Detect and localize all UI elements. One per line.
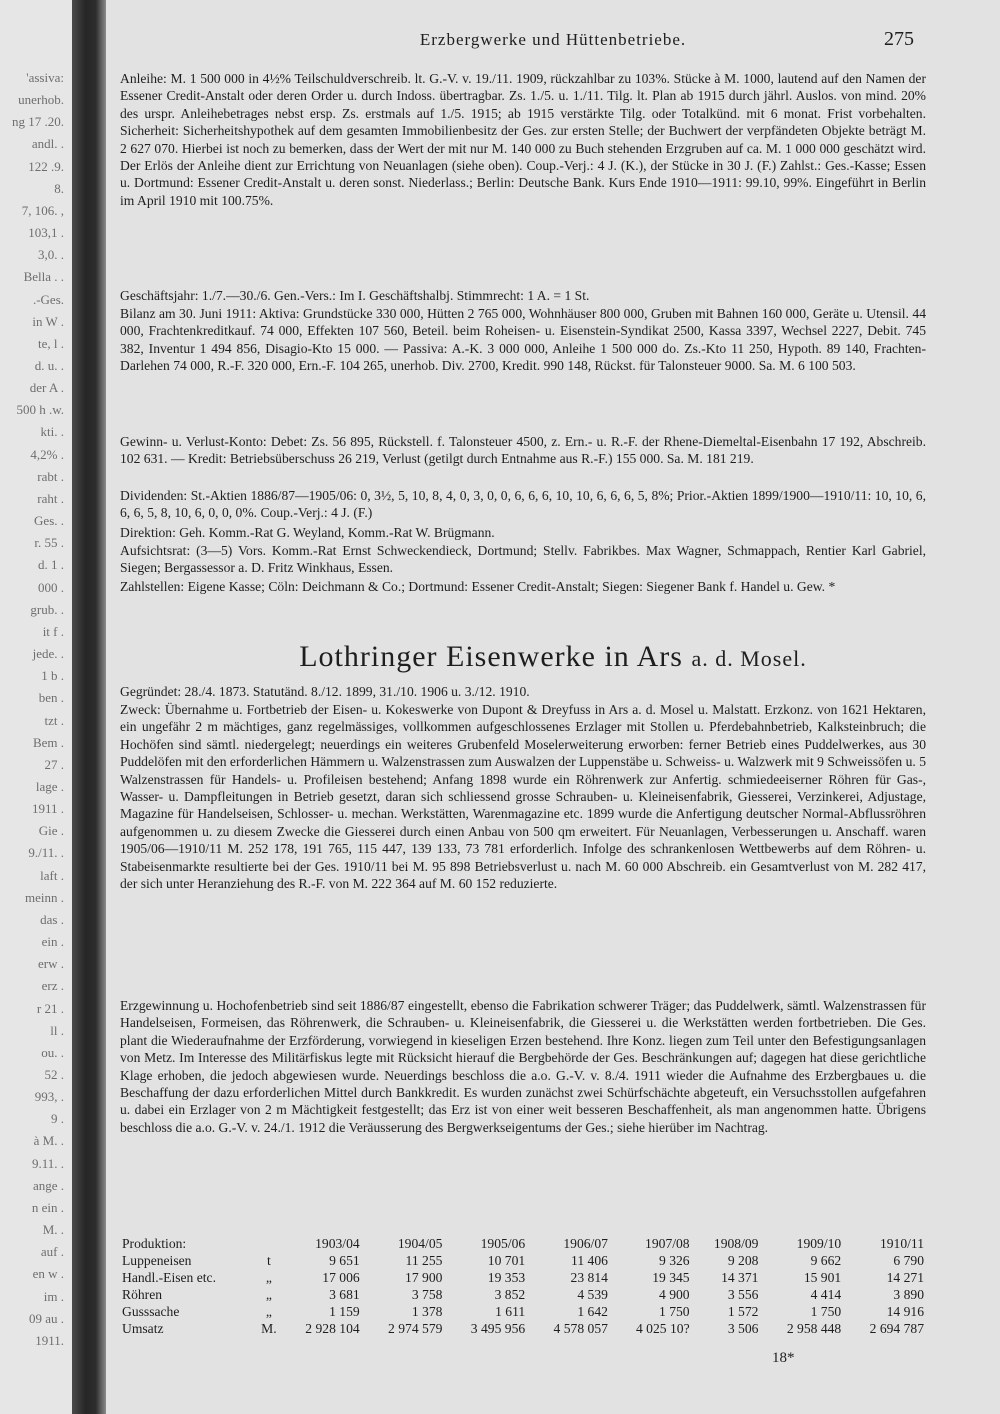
- anleihe-paragraph: Anleihe: M. 1 500 000 in 4½% Teilschuldverschreib. lt. G.-V. v. 19./11. 1909, rückzahlbar zu 103%. Stücke à M. 1000, lautend auf den Namen der Essener Credit-Anstalt oder deren Order u. durch Indoss. übertragbar. Zs. 1./5. u. 1./11. Tilg. lt. Plan ab 1915 durch jährl. Auslos. von mind. 20% des urspr. Anleihebetrages nebst ersp. Zs. erstmals auf 1./5. 1915; ab 1915 verstärkte Tilg. oder Totalkünd. mit 6 monat. Frist vorbehalten. Sicherheit: Sicherheitshypothek auf dem gesamten Immobilienbesitz der Ges. zur ersten Stelle; der Buchwert der verpfändeten Objekte beträgt M. 2 627 070. Hierbei ist noch zu bemerken, dass der Wert der mit nur M. 140 000 zu Buch stehenden Erzgruben auf ca. M. 1 000 000 geschätzt wird. Der Erlös der Anleihe dient zur Errichtung von Neuanlagen (siehe oben). Coup.-Verj.: 4 J. (K.), der Stücke in 30 J. (F.) Zahlst.: Ges.-Kasse; Essen u. Dortmund: Essener Credit-Anstalt u. deren sonst. Niederlass.; Berlin: Deutsche Bank. Kurs Ende 1910—1911: 99.10, 99%. Eingeführt in Berlin im April 1910 mit 100.75%.: [120, 71, 926, 208]
- table-cell: 2 928 104: [305, 1320, 360, 1336]
- zahlstellen-paragraph: Zahlstellen: Eigene Kasse; Cöln: Deichmann & Co.; Dortmund: Essener Credit-Anstalt; Siegen: Siegener Bank f. Handel u. Gew. *: [120, 579, 836, 594]
- aufsichtsrat-paragraph: Aufsichtsrat: (3—5) Vors. Komm.-Rat Ernst Schweckendieck, Dortmund; Stellv. Fabrikbes. Max Wagner, Schmappach, Rentier Karl Gabriel, Siegen; Bergassessor a. D. Fritz Winkhaus, Essen.: [120, 543, 926, 576]
- zweck-paragraph: Zweck: Übernahme u. Fortbetrieb der Eisen- u. Kokeswerke von Dupont & Dreyfuss in Ars a. d. Mosel u. Malstatt. Erzkonz. von 1621 Hektaren, ein ungefähr 2 m mächtiges, ganz regelmässiges, vollkommen aufgeschlossenes Erzlager mit Stollen u. Pferdebahnbetrieb, Kalksteinbruch; die Hochöfen sind sämtl. niedergelegt; neuerdings ein weiteres Grubenfeld Moselerweiterung erworben: ferner Betrieb eines Puddelwerkes, aus 30 Puddelöfen mit den erforderlichen Hämmern u. Walzenstrassen zum Auswalzen der Luppenstäbe u. Schweiss- u. Walzwerk mit 9 Schweissöfen u. 5 Walzenstrassen für Handels- u. Profileisen bestehend; Anfang 1898 wurde ein Röhrenwerk zur Anfertig. schmiedeeiserner Röhren für Gas-, Wasser- u. Dampfleitungen in Betrieb gesetzt, daran sich schliessend grosse Schrauben- u. Kleineisenfabrik, Giesserei, Verzinkerei, Adjustage, Magazine für Handelseisen, Schlosser- u. mechan. Werkstätten, Warenmagazine etc. 1899 wurde die Anfertigung deutscher Normal-Abflussröhren aufgenommen u. zu diesem Zwecke die Giesserei durch einen Anbau von 500 qm erweitert. Für Neuanlagen, Verbesserungen u. Anschaff. waren 1905/06—1910/11 M. 252 178, 191 765, 115 447, 139 133, 73 781 erforderlich. Infolge des schrankenlosen Wettbewerbs auf dem Röhren- u. Stabeisenmarkte resultierte bei der Ges. 1910/11 bei M. 95 898 Betriebsverlust u. nach M. 60 000 Abschreib. ein Gesamtverlust von M. 282 417, der sich unter Heranziehung des R.-F. von M. 222 364 auf M. 60 152 reduzierte.: [120, 702, 926, 892]
- table-row: [120, 1252, 926, 1269]
- running-head: Erzbergwerke und Hüttenbetriebe.: [419, 30, 687, 49]
- gegruendet-paragraph: Gegründet: 28./4. 1873. Statutänd. 8./12. 1899, 31./10. 1906 u. 3./12. 1910.: [120, 684, 530, 699]
- row-label: Handl.-Eisen etc.: [122, 1269, 216, 1285]
- facing-page-fragment: 500 h .w.: [16, 402, 64, 417]
- facing-page-fragment: 1 b .: [41, 668, 64, 683]
- table-cell: 1 750: [659, 1303, 690, 1319]
- facing-page-fragment: ll .: [50, 1023, 64, 1038]
- table-cell: 2 694 787: [869, 1320, 924, 1336]
- facing-page-fragment: d. u. .: [34, 358, 64, 373]
- row-label: Umsatz: [122, 1320, 164, 1336]
- facing-page-fragment: d. 1 .: [38, 557, 64, 572]
- row-unit: t: [267, 1252, 271, 1268]
- facing-page-fragment: ben .: [38, 690, 64, 705]
- facing-page-fragment: meinn .: [25, 890, 64, 905]
- table-cell: 1 642: [577, 1303, 608, 1319]
- facing-page-fragment: auf .: [40, 1244, 64, 1259]
- facing-page-fragment: Ges. .: [34, 513, 64, 528]
- table-cell: 4 578 057: [553, 1320, 608, 1336]
- table-cell: 4 900: [659, 1286, 690, 1302]
- company-title: [106, 640, 1000, 674]
- facing-page-fragment: 1911.: [35, 1333, 64, 1348]
- table-cell: 3 506: [727, 1320, 759, 1336]
- facing-page-fragment: raht .: [37, 491, 64, 506]
- table-cell: 4 025 10?: [635, 1320, 690, 1336]
- table-cell: 14 916: [886, 1303, 924, 1319]
- facing-page-fragment: r 21 .: [36, 1001, 64, 1016]
- unit-header: [259, 1235, 279, 1252]
- facing-page-fragment: r. 55 .: [34, 535, 64, 550]
- row-unit: M.: [261, 1320, 277, 1336]
- facing-page-fragment: lage .: [35, 779, 64, 794]
- table-cell: 17 900: [405, 1269, 443, 1285]
- page-number: 275: [884, 28, 914, 50]
- facing-page-fragment: 9.11. .: [31, 1156, 64, 1171]
- year-header: 1910/11: [879, 1235, 924, 1251]
- row-label: Gusssache: [122, 1303, 180, 1319]
- book-gutter: [72, 0, 106, 1414]
- facing-page-fragment: andl. .: [31, 136, 64, 151]
- table-cell: 3 890: [893, 1286, 924, 1302]
- produktion-table: [120, 1235, 926, 1337]
- table-cell: 3 556: [727, 1286, 759, 1302]
- facing-page-fragment: Gie .: [38, 823, 64, 838]
- row-unit: „: [265, 1286, 272, 1302]
- facing-page-fragment: das .: [40, 912, 64, 927]
- facing-page-fragment: 9./11. .: [28, 845, 64, 860]
- table-cell: 9 208: [727, 1252, 759, 1268]
- year-header: 1907/08: [645, 1235, 690, 1251]
- facing-page-fragment: .-Ges.: [32, 292, 64, 307]
- facing-page-fragment: à M. .: [33, 1133, 64, 1148]
- facing-page-fragment: 09 au .: [28, 1311, 64, 1326]
- facing-page-fragment: 3,0. .: [38, 247, 64, 262]
- table-cell: 19 345: [652, 1269, 690, 1285]
- table-cell: 23 814: [570, 1269, 608, 1285]
- facing-page-fragment: 122 .9.: [28, 159, 64, 174]
- table-cell: 1 159: [329, 1303, 360, 1319]
- table-cell: 1 572: [727, 1303, 759, 1319]
- facing-page-fragment: ein .: [41, 934, 64, 949]
- table-cell: 10 701: [487, 1252, 526, 1268]
- facing-page-fragment: 1911 .: [31, 801, 64, 816]
- row-label: Röhren: [122, 1286, 163, 1302]
- facing-page-fragment: Bem .: [32, 735, 64, 750]
- facing-page-fragment: 103,1 .: [28, 225, 64, 240]
- facing-page-fragment: Bella . .: [23, 269, 64, 284]
- table-cell: 19 353: [487, 1269, 526, 1285]
- facing-page-fragment: im .: [43, 1289, 64, 1304]
- facing-page-fragment: ou. .: [41, 1045, 64, 1060]
- year-header: 1903/04: [315, 1235, 360, 1251]
- row-unit: „: [265, 1269, 272, 1285]
- facing-page-fragment: 'assiva:: [26, 70, 64, 85]
- facing-page-fragment: en w .: [32, 1266, 64, 1281]
- table-cell: 14 271: [886, 1269, 924, 1285]
- facing-page-fragment: rabt .: [37, 469, 64, 484]
- dividenden-paragraph: Dividenden: St.-Aktien 1886/87—1905/06: 0, 3½, 5, 10, 8, 4, 0, 3, 0, 0, 6, 6, 6, 10, 10, 6, 6, 6, 5, 8%; Prior.-Aktien 1899/1900—1910/11: 10, 10, 6, 6, 6, 5, 8, 10, 6, 0, 0, 0%. Coup.-Verj.: 4 J. (F.): [120, 488, 926, 521]
- facing-page-fragment: M. .: [42, 1222, 64, 1237]
- table-cell: 11 255: [405, 1252, 443, 1268]
- row-unit: „: [265, 1303, 272, 1319]
- company-name: Lothringer Eisenwerke in Ars: [299, 640, 683, 673]
- gewinn-verlust-paragraph: Gewinn- u. Verlust-Konto: Debet: Zs. 56 895, Rückstell. f. Talonsteuer 4500, z. Ern.- u. R.-F. der Rhene-Diemeltal-Eisenbahn 17 192, Abschreib. 102 631. — Kredit: Betriebsüberschuss 26 219, Verlust (getilgt durch Entnahme aus R.-F.) 155 000. Sa. M. 181 219.: [120, 434, 926, 467]
- facing-page-fragment: tzt .: [44, 713, 64, 728]
- year-header: 1904/05: [397, 1235, 443, 1251]
- year-header: 1906/07: [563, 1235, 608, 1251]
- facing-page-fragment: it f .: [42, 624, 64, 639]
- produktion-header-row: [120, 1235, 926, 1252]
- table-cell: 15 901: [803, 1269, 842, 1285]
- year-header: 1909/10: [796, 1235, 842, 1251]
- table-cell: 9 326: [659, 1252, 690, 1268]
- facing-page-fragment: 52 .: [44, 1067, 64, 1082]
- facing-page-fragment: 993, .: [34, 1089, 64, 1104]
- facing-page-fragment: erw .: [38, 956, 64, 971]
- table-cell: 4 414: [810, 1286, 842, 1302]
- facing-page-fragment: der A .: [29, 380, 64, 395]
- table-cell: 17 006: [322, 1269, 360, 1285]
- facing-page-fragment: kti. .: [40, 424, 64, 439]
- facing-page-fragment: 000 .: [38, 580, 64, 595]
- facing-page-fragment: erz .: [41, 978, 64, 993]
- table-row: [120, 1303, 926, 1320]
- page-body: [106, 0, 1000, 1414]
- row-label: Luppeneisen: [122, 1252, 192, 1268]
- table-row: [120, 1286, 926, 1303]
- facing-page-margin: [0, 0, 72, 1414]
- table-cell: 1 611: [495, 1303, 526, 1319]
- produktion-label: Produktion:: [122, 1235, 187, 1251]
- table-cell: 3 681: [329, 1286, 360, 1302]
- year-header: 1908/09: [713, 1235, 759, 1251]
- facing-page-fragment: unerhob.: [18, 92, 64, 107]
- signature-mark: 18*: [772, 1350, 795, 1366]
- facing-page-fragment: 8.: [54, 181, 64, 196]
- table-cell: 9 651: [329, 1252, 360, 1268]
- geschaeftsjahr-paragraph: Geschäftsjahr: 1./7.—30./6. Gen.-Vers.: Im I. Geschäftshalbj. Stimmrecht: 1 A. = 1 St.: [120, 288, 590, 303]
- facing-page-fragment: in W .: [32, 314, 64, 329]
- table-cell: 3 758: [411, 1286, 443, 1302]
- table-cell: 2 974 579: [388, 1320, 443, 1336]
- facing-page-fragment: 7, 106. ,: [21, 203, 64, 218]
- table-cell: 9 662: [810, 1252, 842, 1268]
- company-suffix: a. d. Mosel.: [691, 646, 807, 671]
- table-cell: 1 750: [810, 1303, 842, 1319]
- table-row: [120, 1269, 926, 1286]
- facing-page-fragment: 4,2% .: [30, 447, 64, 462]
- facing-page-fragment: laft .: [40, 868, 64, 883]
- table-cell: 3 495 956: [470, 1320, 526, 1336]
- facing-page-fragment: n ein .: [31, 1200, 64, 1215]
- facing-page-fragment: grub. .: [30, 602, 64, 617]
- table-cell: 11 406: [571, 1252, 608, 1268]
- facing-page-fragment: ange .: [32, 1178, 64, 1193]
- facing-page-fragment: ng 17 .20.: [12, 114, 64, 129]
- facing-page-fragment: te, l .: [38, 336, 64, 351]
- table-cell: 4 539: [577, 1286, 608, 1302]
- facing-page-fragment: 9 .: [51, 1111, 64, 1126]
- table-row: [120, 1320, 926, 1337]
- direktion-paragraph: Direktion: Geh. Komm.-Rat G. Weyland, Komm.-Rat W. Brügmann.: [120, 525, 495, 540]
- facing-page-fragment: jede. .: [32, 646, 64, 661]
- table-cell: 3 852: [494, 1286, 526, 1302]
- table-cell: 2 958 448: [786, 1320, 842, 1336]
- table-cell: 6 790: [893, 1252, 924, 1268]
- table-cell: 14 371: [721, 1269, 759, 1285]
- table-cell: 1 378: [411, 1303, 443, 1319]
- facing-page-fragment: 27 .: [44, 757, 64, 772]
- erzgewinnung-paragraph: Erzgewinnung u. Hochofenbetrieb sind seit 1886/87 eingestellt, ebenso die Fabrikation schwerer Träger; das Puddelwerk, sämtl. Walzenstrassen für Handelseisen, Formeisen, das Röhrenwerk, die Schrauben- u. Kleineisenfabrik, die Giesserei u. die Werkstätten werden fortbetrieben. Die Ges. plant die Wiederaufnahme der Erzförderung, vorwiegend in kieseligen Erzen bestehend. Ihre Konz. liegen zum Teil unter den Befestigungsanlagen von Metz. Im Interesse des Militärfiskus legte mit Rücksicht hierauf die Bergbehörde der Ges. Beschränkungen auf; dagegen hat diese gerichtliche Klage erhoben, die jedoch abgewiesen wurde. Neuerdings beschloss die a.o. G.-V. v. 8./4. 1911 wieder die Aufnahme des Erzbergbaues u. die Beschaffung der dazu erforderlichen Mittel durch Bankkredit. Es wurden zunächst zwei Schürfschächte abgeteuft, ein Versuchsstollen aufgefahren u. dabei ein Erzlager von 2 m Mächtigkeit festgestellt; das Erz ist von einer weit besseren Beschaffenheit, als man angenommen hatte. Übrigens beschloss die a.o. G.-V. v. 24./1. 1912 die Veräusserung des Bergwerkseigentums der Ges.; siehe hierüber im Nachtrag.: [120, 998, 926, 1135]
- bilanz-paragraph: Bilanz am 30. Juni 1911: Aktiva: Grundstücke 330 000, Hütten 2 765 000, Wohnhäuser 800 000, Gruben mit Bahnen 160 000, Geräte u. Utensil. 44 000, Frachtenkreditkauf. 74 000, Effekten 107 560, Beteil. beim Roheisen- u. Eisenstein-Syndikat 2500, Kassa 3397, Wechsel 2227, Debit. 745 382, Inventur 1 494 856, Disagio-Kto 15 000. — Passiva: A.-K. 3 000 000, Anleihe 1 500 000 do. Zs.-Kto 11 250, Hypoth. 89 140, Frachten-Darlehen 74 000, R.-F. 320 000, Ern.-F. 104 265, unerhob. Div. 2700, Kredit. 990 148, Rückst. für Talonsteuer 9000. Sa. M. 6 100 503.: [120, 306, 926, 374]
- year-header: 1905/06: [480, 1235, 526, 1251]
